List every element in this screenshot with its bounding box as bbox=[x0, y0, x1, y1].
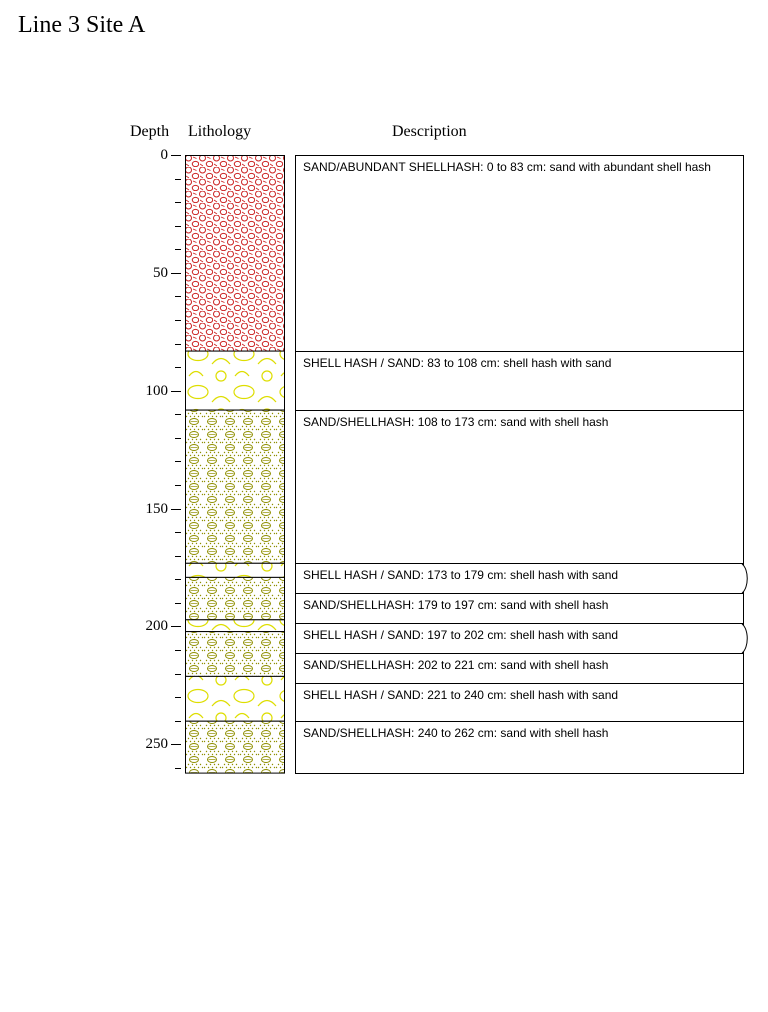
depth-tick-110 bbox=[175, 414, 181, 415]
depth-tick-50 bbox=[171, 273, 181, 274]
depth-tick-190 bbox=[175, 603, 181, 604]
depth-tick-200 bbox=[171, 626, 181, 627]
depth-tick-label-200: 200 bbox=[145, 618, 168, 634]
description-text: SAND/SHELLHASH: 108 to 173 cm: sand with shell hash bbox=[303, 415, 609, 429]
depth-column-header: Depth bbox=[130, 123, 170, 140]
lithology-layer-4 bbox=[186, 563, 285, 577]
description-box-5 bbox=[295, 593, 744, 624]
description-box-9 bbox=[295, 721, 744, 774]
depth-tick-label-50: 50 bbox=[153, 265, 168, 281]
description-text: SHELL HASH / SAND: 197 to 202 cm: shell hash with sand bbox=[303, 628, 619, 642]
depth-tick-20 bbox=[175, 202, 181, 203]
expanded-interval-notch bbox=[742, 623, 752, 654]
depth-tick-label-100: 100 bbox=[145, 383, 168, 399]
depth-tick-100 bbox=[171, 391, 181, 392]
depth-tick-250 bbox=[171, 744, 181, 745]
depth-tick-80 bbox=[175, 344, 181, 345]
description-box-3 bbox=[295, 410, 744, 564]
depth-tick-60 bbox=[175, 296, 181, 297]
description-box-6 bbox=[295, 623, 744, 654]
description-text: SAND/SHELLHASH: 179 to 197 cm: sand with shell hash bbox=[303, 598, 609, 612]
depth-tick-260 bbox=[175, 768, 181, 769]
depth-tick-label-250: 250 bbox=[145, 736, 168, 752]
lithology-layer-5 bbox=[186, 577, 285, 619]
lithology-column-header: Lithology bbox=[188, 123, 252, 140]
description-box-2 bbox=[295, 351, 744, 411]
depth-tick-30 bbox=[175, 226, 181, 227]
description-column-header: Description bbox=[392, 123, 467, 140]
lithology-layer-3 bbox=[186, 410, 285, 563]
description-text: SAND/SHELLHASH: 240 to 262 cm: sand with shell hash bbox=[303, 726, 609, 740]
depth-tick-180 bbox=[175, 579, 181, 580]
description-text: SHELL HASH / SAND: 83 to 108 cm: shell hash with sand bbox=[303, 356, 612, 370]
depth-tick-170 bbox=[175, 556, 181, 557]
depth-tick-70 bbox=[175, 320, 181, 321]
description-box-7 bbox=[295, 653, 744, 684]
depth-tick-10 bbox=[175, 179, 181, 180]
description-text: SAND/SHELLHASH: 202 to 221 cm: sand with shell hash bbox=[303, 658, 609, 672]
lithology-layer-1 bbox=[186, 156, 285, 352]
lithology-layer-2 bbox=[186, 351, 285, 410]
depth-tick-210 bbox=[175, 650, 181, 651]
lithology-layer-8 bbox=[186, 676, 285, 721]
lithology-column bbox=[185, 155, 285, 774]
depth-tick-90 bbox=[175, 367, 181, 368]
depth-tick-240 bbox=[175, 721, 181, 722]
description-text: SHELL HASH / SAND: 221 to 240 cm: shell hash with sand bbox=[303, 688, 619, 702]
depth-tick-120 bbox=[175, 438, 181, 439]
depth-tick-130 bbox=[175, 461, 181, 462]
page-title: Line 3 Site A bbox=[18, 12, 146, 38]
lithology-layer-7 bbox=[186, 632, 285, 677]
description-text: SAND/ABUNDANT SHELLHASH: 0 to 83 cm: sand with abundant shell hash bbox=[303, 160, 711, 174]
lithology-layer-9 bbox=[186, 721, 285, 773]
description-text: SHELL HASH / SAND: 173 to 179 cm: shell hash with sand bbox=[303, 568, 619, 582]
depth-tick-230 bbox=[175, 697, 181, 698]
description-box-4 bbox=[295, 563, 744, 594]
depth-tick-label-0: 0 bbox=[160, 147, 168, 163]
depth-tick-140 bbox=[175, 485, 181, 486]
depth-tick-0 bbox=[171, 155, 181, 156]
depth-tick-220 bbox=[175, 674, 181, 675]
lithology-layer-6 bbox=[186, 620, 285, 632]
depth-tick-150 bbox=[171, 509, 181, 510]
expanded-interval-notch bbox=[742, 563, 752, 594]
depth-tick-160 bbox=[175, 532, 181, 533]
depth-tick-label-150: 150 bbox=[145, 501, 168, 517]
description-box-8 bbox=[295, 683, 744, 722]
depth-tick-40 bbox=[175, 249, 181, 250]
description-box-1 bbox=[295, 155, 744, 352]
